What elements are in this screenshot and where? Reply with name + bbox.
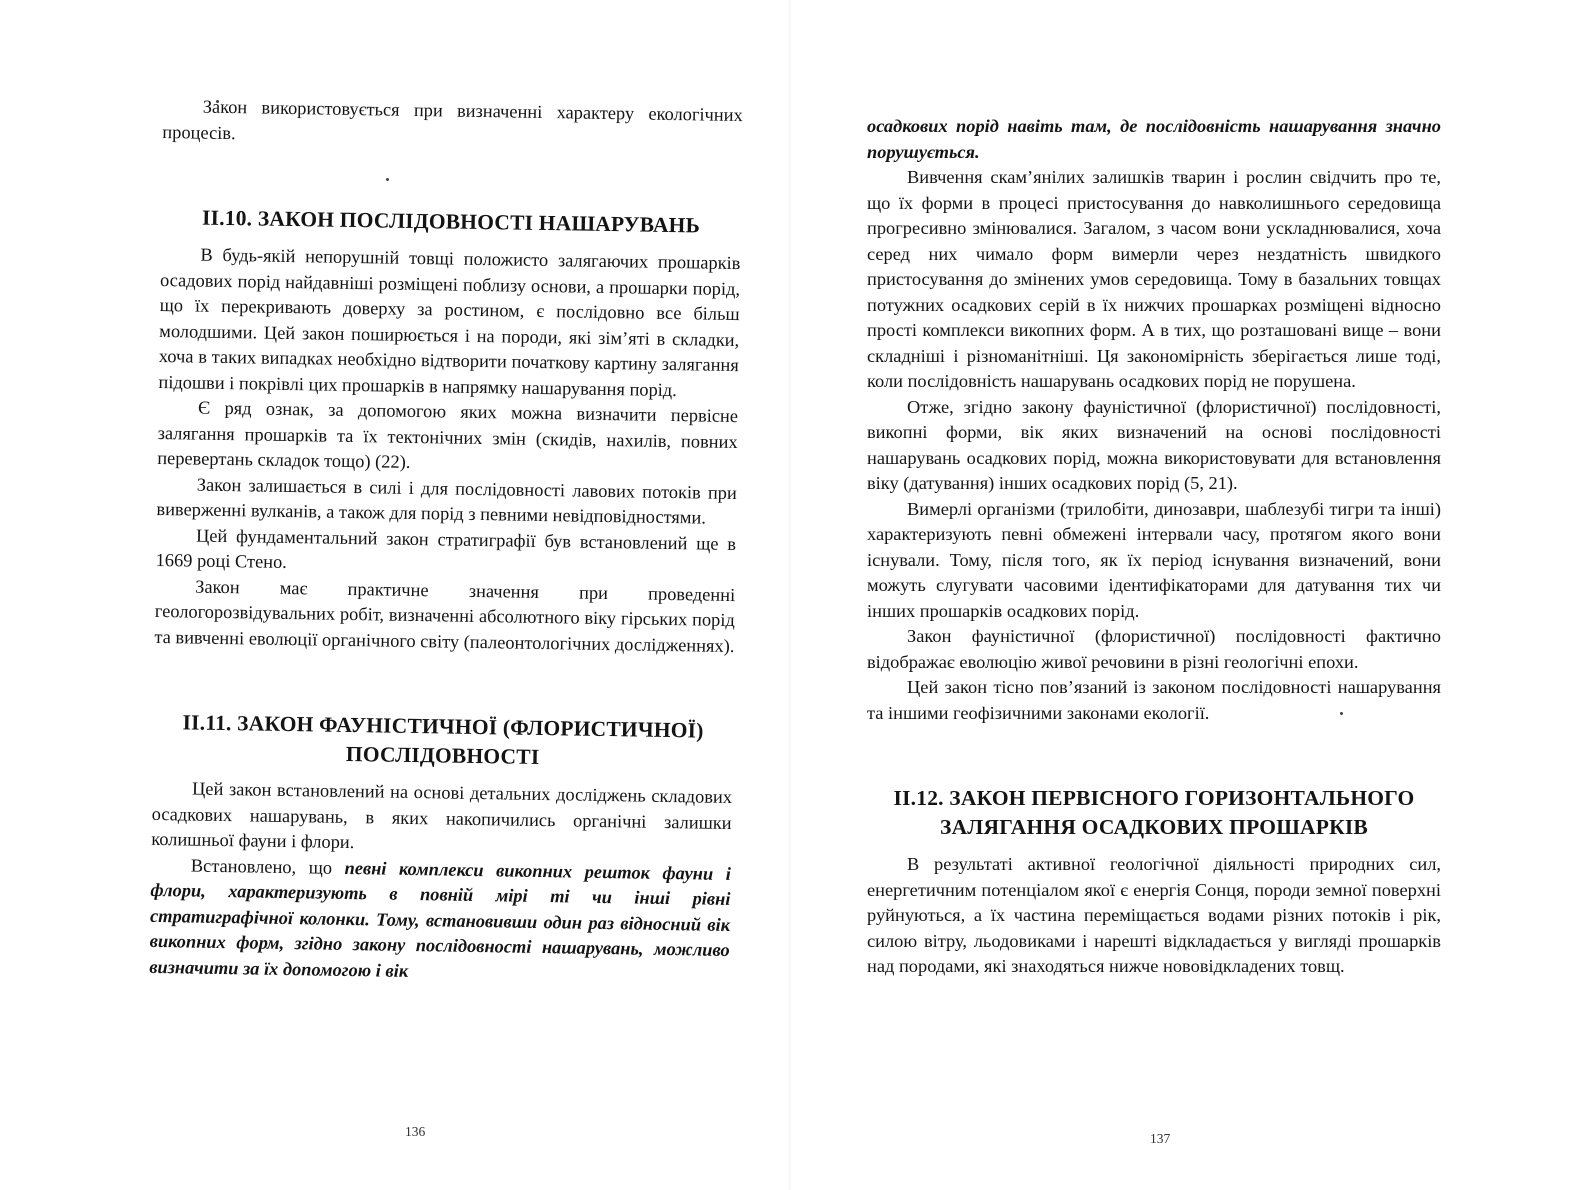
section-11-paragraph: Цей закон встановлений на основі детальних досліджень складових осадкових нашарувань, в яких накопичились органічні залишки колишньої фауни і флори. — [151, 778, 733, 853]
section-11-heading-line1: ІІ.11. ЗАКОН ФАУНІСТИЧНОЇ (ФЛОРИСТИЧНОЇ) — [182, 710, 704, 743]
section-12-paragraph: В результаті активної геологічної діяльності природних сил, енергетичним потенціалом якої є енергія Сонця, породи земної поверхні руйнуються, а їх частина переміщається водами різних потоків і рік, силою вітру, льодовиками і нарешті відкладається у вигляді прошарків над породами, які знаходяться нижче нововідкладених товщ. — [867, 854, 1441, 976]
section-10-paragraph: Є ряд ознак, за допомогою яких можна визначити первісне залягання прошарків та їх тектонічних змін (скидів, нахилів, повних перевертань складок тощо) (22). — [157, 397, 739, 472]
section-11-paragraph: Вимерлі організми (трилобіти, динозаври, шаблезубі тигри та інші) характеризують певні обмежені інтервали часу, протягом якого вони існували. Тому, після того, як їх період існування визначений, вони можуть слугувати часовими ідентифікаторами для датування тих чи інших прошарків осадкових порід. — [867, 498, 1441, 621]
page-number: 136 — [405, 1124, 426, 1139]
section-10-paragraph: Цей фундаментальний закон стратиграфії був встановлений ще в 1669 році Стено. — [155, 525, 737, 573]
section-10-paragraph: Закон має практичне значення при проведенні геологорозвідувальних робіт, визначенні абсолютного віку гірських порід та вивченні еволюції органічного світу (палеонтологічних дослідженнях). — [154, 576, 736, 656]
section-11-paragraph: Цей закон тісно пов’язаний із законом послідовності нашарування та іншими геофізичними законами екології. — [867, 677, 1441, 723]
left-page-text — [149, 94, 743, 989]
continued-emphasis: осадкових порід навіть там, де послідовність нашарування значно порушується. — [867, 116, 1441, 162]
section-11-emphasis: певні комплекси викопних решток фауни і флори, характеризують в повній мірі ті чи інші рівні стратиграфічної колонки. Тому, встановивши один раз відносний вік викопних форм, згідно закону послідовності нашарувань, можливо визначити за їх допомогою і вік — [149, 857, 731, 981]
section-12-heading-line2: ЗАЛЯГАННЯ ОСАДКОВИХ ПРОШАРКІВ — [940, 815, 1368, 839]
section-11-paragraph — [149, 852, 731, 989]
section-11-heading-line2: ПОСЛІДОВНОСТІ — [345, 741, 540, 769]
section-11-heading — [152, 708, 733, 775]
section-10-paragraph: В будь-якій непорушній товщі положисто залягаючих прошарків осадових порід найдавніші розміщені поблизу основи, а прошарки порід, що їх перекривають доверху за ростином, є послідовно все більш молодшими. Цей закон поширюється і на породи, які зім’яті в складки, хоча в таких випадках необхідно відтворити початкову картину залягання підошви і покрівлі цих прошарків в напрямку нашарування порід. — [158, 244, 741, 400]
section-11-paragraph: Закон фауністичної (флористичної) послідовності фактично відображає еволюцію живої речовини в різні геологічні епохи. — [867, 626, 1441, 672]
section-12-heading — [867, 784, 1441, 842]
intro-paragraph: Закон використовується при визначенні характеру екологічних процесів. — [162, 96, 743, 143]
section-12-heading-line1: ІІ.12. ЗАКОН ПЕРВІСНОГО ГОРИЗОНТАЛЬНОГО — [893, 786, 1415, 810]
page-number: 137 — [1150, 1131, 1171, 1146]
section-11-lead-text: Встановлено, що — [190, 855, 345, 878]
section-10-heading: ІІ.10. ЗАКОН ПОСЛІДОВНОСТІ НАШАРУВАНЬ — [201, 205, 701, 238]
section-11-paragraph: Отже, згідно закону фауністичної (флористичної) послідовності, викопні форми, вік яких визначений на основі послідовності нашарувань осадкових порід, можна використовувати для встановлення віку (датування) інших осадкових порід (5, 21). — [867, 396, 1441, 493]
section-11-paragraph: Вивчення скам’янілих залишків тварин і рослин свідчить про те, що їх форми в процесі пристосування до навколишнього середовища прогресивно змінювалися. Загалом, з часом вони ускладнювалися, хоча серед них чимало форм вимерли через нездатність швидкого пристосування до змінених умов середовища. Тому в базальних товщах потужних осадкових серій в їх нижчих прошарках розміщені відносно прості комплекси викопних форм. А в тих, що розташовані вище – вони складніші і різноманітніші. Ця закономірність зберігається лише тоді, коли послідовність нашарувань осадкових порід не порушена. — [867, 167, 1441, 391]
right-page — [790, 0, 1580, 1190]
section-10-paragraph: Закон залишається в силі і для послідовності лавових потоків при виверженні вулканів, а також для порід з певними невідповідностями. — [156, 474, 737, 528]
right-page-text — [867, 114, 1441, 980]
